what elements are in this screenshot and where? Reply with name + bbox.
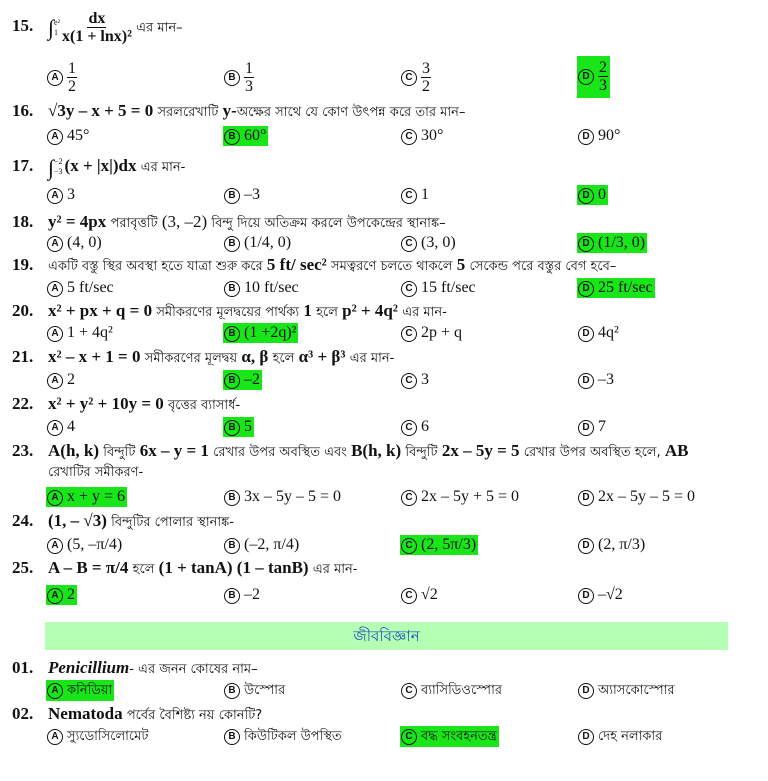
option-c-icon: C — [401, 420, 417, 436]
option-c-icon: C — [401, 326, 417, 342]
question-23-stem: 23. A(h, k) বিন্দুটি 6x – y = 1 রেখার উপর অবস্থিত এবং B(h, k) বিন্দুটি 2x – 5y = 5 রেখার উপর অবস্থিত হলে, AB — [12, 441, 689, 460]
q17-option-b[interactable]: B –3 — [223, 185, 262, 205]
option-b-icon: B — [224, 188, 240, 204]
option-b-icon: B — [224, 729, 240, 745]
bio02-option-d[interactable]: D দেহ নলাকার — [577, 726, 664, 747]
option-b-icon: B — [224, 236, 240, 252]
q20-option-a[interactable]: A 1 + 4q² — [46, 323, 115, 343]
q23-option-a[interactable]: A x + y = 6 — [46, 487, 127, 507]
q20-option-b[interactable]: B (1 +2q)² — [223, 323, 298, 343]
q25-option-b[interactable]: B –2 — [223, 585, 262, 605]
q19-option-d[interactable]: D 25 ft/sec — [577, 278, 655, 298]
option-c-icon: C — [401, 373, 417, 389]
option-d-icon: D — [578, 588, 594, 604]
option-a-icon: A — [47, 236, 63, 252]
option-a-icon: A — [47, 538, 63, 554]
option-a-icon: A — [47, 420, 63, 436]
option-c-icon: C — [401, 683, 417, 699]
option-b-icon: B — [224, 70, 240, 86]
option-d-icon: D — [578, 281, 594, 297]
option-b-icon: B — [224, 683, 240, 699]
integral-limits: e² 1 — [54, 17, 60, 37]
option-a-icon: A — [47, 490, 63, 506]
q22-option-b[interactable]: B 5 — [223, 417, 254, 437]
option-b-icon: B — [224, 281, 240, 297]
question-15-stem: 15. ∫ e² 1 $\frac{dx}{\text{x(1 + lnx)²}}$ এর মান– — [12, 10, 183, 45]
bio02-option-b[interactable]: B কিউটিকল উপস্থিত — [223, 726, 344, 747]
option-c-icon: C — [401, 129, 417, 145]
q24-option-a[interactable]: A (5, –π/4) — [46, 535, 124, 555]
q15-option-c[interactable]: C $\frac{3}{2}$ — [400, 57, 433, 99]
bio-question-02-stem: 02. Nematoda পর্বের বৈশিষ্ট্য নয় কোনটি? — [12, 704, 263, 723]
q17-option-d[interactable]: D 0 — [577, 185, 608, 205]
q19-option-b[interactable]: B 10 ft/sec — [223, 278, 301, 298]
integral-sign: ∫ — [48, 15, 55, 41]
option-a-icon: A — [47, 326, 63, 342]
q24-option-c[interactable]: C (2, 5π/3) — [400, 535, 478, 555]
option-a-icon: A — [47, 588, 63, 604]
question-21-stem: 21. x² – x + 1 = 0 সমীকরণের মূলদ্বয় α, β হলে α³ + β³ এর মান- — [12, 347, 395, 366]
question-16-stem: 16. √3y – x + 5 = 0 সরলরেখাটি y-অক্ষের সাথে যে কোণ উৎপন্ন করে তার মান– — [12, 101, 466, 120]
bio01-option-c[interactable]: C ব্যাসিডিওস্পোর — [400, 680, 504, 701]
option-a-icon: A — [47, 729, 63, 745]
q21-option-d[interactable]: D –3 — [577, 370, 616, 390]
option-b-icon: B — [224, 490, 240, 506]
option-b-icon: B — [224, 373, 240, 389]
question-24-stem: 24. (1, – √3) বিন্দুটির পোলার স্থানাঙ্ক- — [12, 511, 234, 530]
option-d-icon: D — [578, 683, 594, 699]
option-b-icon: B — [224, 129, 240, 145]
q23-option-c[interactable]: C 2x – 5y + 5 = 0 — [400, 487, 521, 507]
option-c-icon: C — [401, 729, 417, 745]
option-d-icon: D — [578, 129, 594, 145]
option-a-icon: A — [47, 188, 63, 204]
bio01-option-d[interactable]: D অ্যাসকোস্পোর — [577, 680, 677, 701]
question-18-stem: 18. y² = 4px পরাবৃত্তটি (3, –2) বিন্দু দিয়ে অতিক্রম করলে উপকেন্দ্রের স্থানাঙ্ক– — [12, 212, 446, 231]
q15-option-d[interactable]: D $\frac{2}{3}$ — [577, 56, 610, 98]
option-c-icon: C — [401, 236, 417, 252]
option-c-icon: C — [401, 281, 417, 297]
option-a-icon: A — [47, 129, 63, 145]
option-d-icon: D — [578, 69, 594, 85]
q16-option-b[interactable]: B 60° — [223, 126, 268, 146]
q19-option-c[interactable]: C 15 ft/sec — [400, 278, 478, 298]
option-c-icon: C — [401, 188, 417, 204]
option-c-icon: C — [401, 538, 417, 554]
bio01-option-b[interactable]: B উস্পোর — [223, 680, 287, 701]
question-20-stem: 20. x² + px + q = 0 সমীকরণের মূলদ্বয়ের পার্থক্য 1 হলে p² + 4q² এর মান- — [12, 301, 447, 320]
q22-option-d[interactable]: D 7 — [577, 417, 608, 437]
q23-option-b[interactable]: B 3x – 5y – 5 = 0 — [223, 487, 343, 507]
question-22-stem: 22. x² + y² + 10y = 0 বৃত্তের ব্যাসার্ধ- — [12, 394, 241, 413]
question-23-stem-continued: রেখাটির সমীকরণ- — [48, 465, 144, 480]
option-d-icon: D — [578, 420, 594, 436]
bio02-option-c[interactable]: C বদ্ধ সংবহনতন্ত্র — [400, 726, 499, 747]
q22-option-a[interactable]: A 4 — [46, 417, 77, 437]
q25-option-c[interactable]: C √2 — [400, 585, 440, 605]
bio01-option-a[interactable]: A কনিডিয়া — [46, 680, 114, 701]
q17-option-a[interactable]: A 3 — [46, 185, 77, 205]
q18-option-d[interactable]: D (1/3, 0) — [577, 233, 647, 253]
option-d-icon: D — [578, 373, 594, 389]
q18-option-a[interactable]: A (4, 0) — [46, 233, 104, 253]
q25-option-a[interactable]: A 2 — [46, 585, 77, 605]
q19-option-a[interactable]: A 5 ft/sec — [46, 278, 116, 298]
question-25-stem: 25. A – B = π/4 হলে (1 + tanA) (1 – tanB) এর মান- — [12, 558, 358, 577]
q18-option-b[interactable]: B (1/4, 0) — [223, 233, 293, 253]
q25-option-d[interactable]: D –√2 — [577, 585, 625, 605]
q18-option-c[interactable]: C (3, 0) — [400, 233, 458, 253]
q21-option-a[interactable]: A 2 — [46, 370, 77, 390]
option-b-icon: B — [224, 588, 240, 604]
option-d-icon: D — [578, 538, 594, 554]
option-b-icon: B — [224, 326, 240, 342]
q16-option-c[interactable]: C 30° — [400, 126, 445, 146]
option-a-icon: A — [47, 373, 63, 389]
q20-option-c[interactable]: C 2p + q — [400, 323, 464, 343]
question-17-stem: 17. ∫ −2 −3 (x + |x|)dx এর মান- — [12, 155, 186, 180]
integral-sign: ∫ — [48, 155, 55, 180]
q24-option-d[interactable]: D (2, π/3) — [577, 535, 647, 555]
option-c-icon: C — [401, 490, 417, 506]
question-19-stem: 19. একটি বস্তু স্থির অবস্থা হতে যাত্রা শুরু করে 5 ft/ sec² সমত্বরণে চলতে থাকলে 5 সেকেন্ড পরে বস্তুর বেগ হবে– — [12, 255, 617, 274]
option-d-icon: D — [578, 326, 594, 342]
option-d-icon: D — [578, 236, 594, 252]
q17-option-c[interactable]: C 1 — [400, 185, 431, 205]
option-c-icon: C — [401, 70, 417, 86]
option-b-icon: B — [224, 538, 240, 554]
option-a-icon: A — [47, 683, 63, 699]
option-d-icon: D — [578, 490, 594, 506]
q15-option-b[interactable]: B $\frac{1}{3}$ — [223, 57, 256, 99]
q24-option-b[interactable]: B (–2, π/4) — [223, 535, 301, 555]
q15-option-a[interactable]: A $\frac{1}{2}$ — [46, 57, 79, 99]
q21-option-b[interactable]: B –2 — [223, 370, 262, 390]
q16-option-d[interactable]: D 90° — [577, 126, 622, 146]
q21-option-c[interactable]: C 3 — [400, 370, 431, 390]
q20-option-d[interactable]: D 4q² — [577, 323, 621, 343]
option-c-icon: C — [401, 588, 417, 604]
bio-question-01-stem: 01. Penicillium- এর জনন কোষের নাম– — [12, 658, 258, 677]
section-banner-biology: জীববিজ্ঞান — [45, 622, 728, 650]
integrand-fraction: $\frac{dx}{\text{x(1 + lnx)²}}$ — [61, 10, 132, 45]
bio02-option-a[interactable]: A স্যুডোসিলোমেট — [46, 726, 150, 747]
q23-option-d[interactable]: D 2x – 5y – 5 = 0 — [577, 487, 697, 507]
option-a-icon: A — [47, 70, 63, 86]
option-d-icon: D — [578, 188, 594, 204]
q16-option-a[interactable]: A 45° — [46, 126, 91, 146]
option-a-icon: A — [47, 281, 63, 297]
option-b-icon: B — [224, 420, 240, 436]
integral-limits: −2 −3 — [54, 157, 63, 177]
option-d-icon: D — [578, 729, 594, 745]
q22-option-c[interactable]: C 6 — [400, 417, 431, 437]
